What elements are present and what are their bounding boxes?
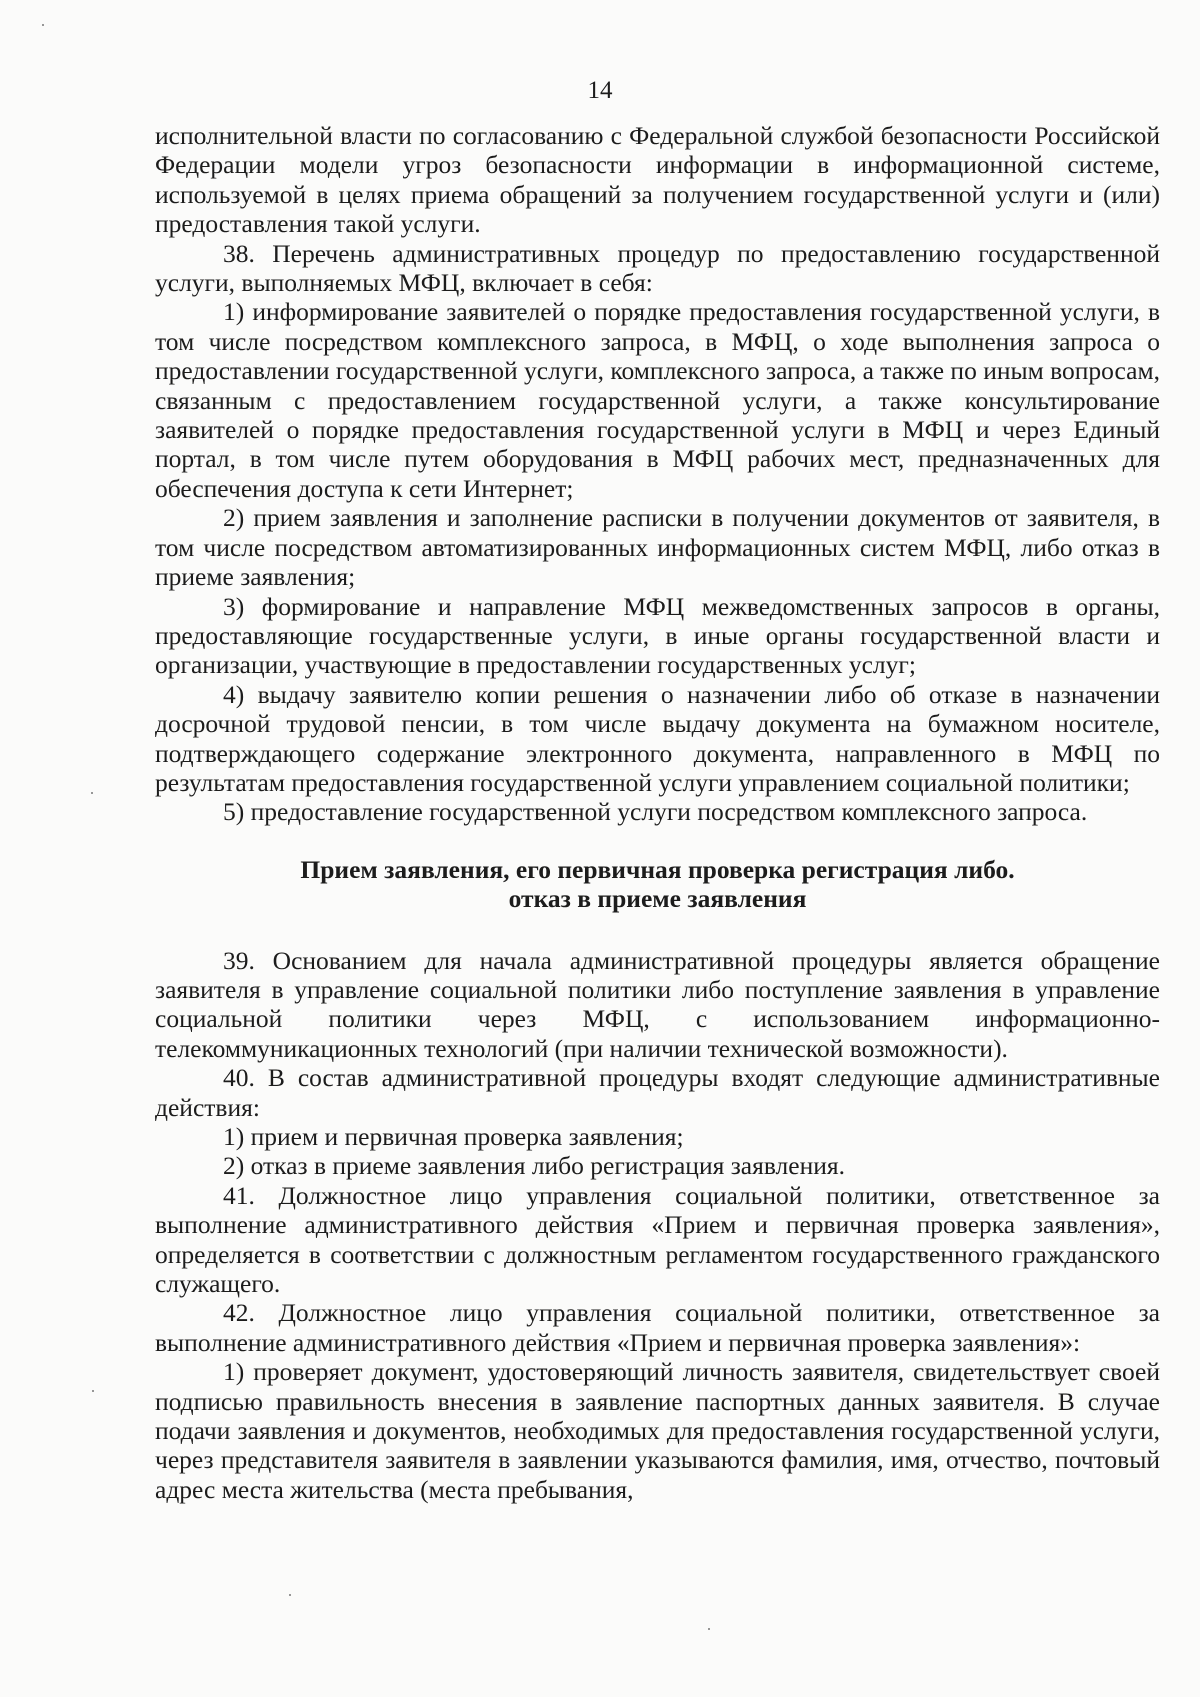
paragraphs-top — [155, 121, 1160, 827]
scan-speck — [91, 792, 93, 794]
paragraph: 40. В состав административной процедуры входят следующие административные действия: — [155, 1063, 1160, 1122]
paragraph: 5) предоставление государственной услуги посредством комплексного запроса. — [223, 797, 1088, 827]
scan-speck — [289, 1594, 291, 1596]
paragraph: 3) формирование и направление МФЦ межведомственных запросов в органы, предоставляющие государственные услуги, в иные органы государственной власти и организации, участвующие в предоставлении государственных услуг; — [155, 591, 1160, 680]
paragraph: 38. Перечень административных процедур по предоставлению государственной услуги, выполняемых МФЦ, включает в себя: — [155, 238, 1160, 298]
paragraph: 2) отказ в приеме заявления либо регистрация заявления. — [223, 1151, 845, 1181]
paragraphs-bottom — [155, 946, 1160, 1505]
page-number: 14 — [587, 77, 613, 104]
paragraph: 1) проверяет документ, удостоверяющий личность заявителя, свидетельствует своей подписью правильность внесения в заявление паспортных данных заявителя. В случае подачи заявления и документов, необходимых для предоставления государственной услуги, через представителя заявителя в заявлении указываются фамилия, имя, отчество, почтовый адрес места жительства (места пребывания, — [155, 1357, 1160, 1504]
section-heading-line-1: Прием заявления, его первичная проверка регистрация либо. — [300, 854, 1015, 884]
scan-speck — [42, 24, 44, 26]
section-heading — [155, 855, 1160, 914]
paragraph: 41. Должностное лицо управления социальной политики, ответственное за выполнение административного действия «Прием и первичная проверка заявления», определяется в соответствии с должностным регламентом государственного гражданского служащего. — [155, 1180, 1160, 1299]
paragraph: 1) информирование заявителей о порядке предоставления государственной услуги, в том числе посредством комплексного запроса, в МФЦ, о ходе выполнения запроса о предоставлении государственной услуги, комплексного запроса, а также по иным вопросам, связанным с предоставлением государственной услуги, а также консультирование заявителей о порядке предоставления государственной услуги в МФЦ и через Единый портал, в том числе путем оборудования в МФЦ рабочих мест, предназначенных для обеспечения доступа к сети Интернет; — [155, 297, 1160, 503]
scan-speck — [708, 1628, 710, 1630]
section-heading-line-2: отказ в приеме заявления — [508, 884, 807, 914]
paragraph: исполнительной власти по согласованию с Федеральной службой безопасности Российской Федерации модели угроз безопасности информации в информационной системе, используемой в целях приема обращений за получением государственной услуги и (или) предоставления такой услуги. — [155, 121, 1160, 239]
paragraph: 39. Основанием для начала административной процедуры является обращение заявителя в управление социальной политики либо поступление заявления в управление социальной политики через МФЦ, с использованием информационно-телекоммуникационных технологий (при наличии технической возможности). — [155, 945, 1160, 1063]
document-body — [155, 121, 1160, 1504]
paragraph: 42. Должностное лицо управления социальной политики, ответственное за выполнение административного действия «Прием и первичная проверка заявления»: — [155, 1298, 1160, 1357]
paragraph: 4) выдачу заявителю копии решения о назначении либо об отказе в назначении досрочной трудовой пенсии, в том числе выдачу документа на бумажном носителе, подтверждающего содержание электронного документа, направленного в МФЦ по результатам предоставления государственной услуги управлением социальной политики; — [155, 679, 1160, 797]
scan-speck — [92, 1390, 94, 1392]
paragraph: 2) прием заявления и заполнение расписки в получении документов от заявителя, в том числе посредством автоматизированных информационных систем МФЦ, либо отказ в приеме заявления; — [155, 503, 1160, 592]
paragraph: 1) прием и первичная проверка заявления; — [223, 1122, 684, 1151]
